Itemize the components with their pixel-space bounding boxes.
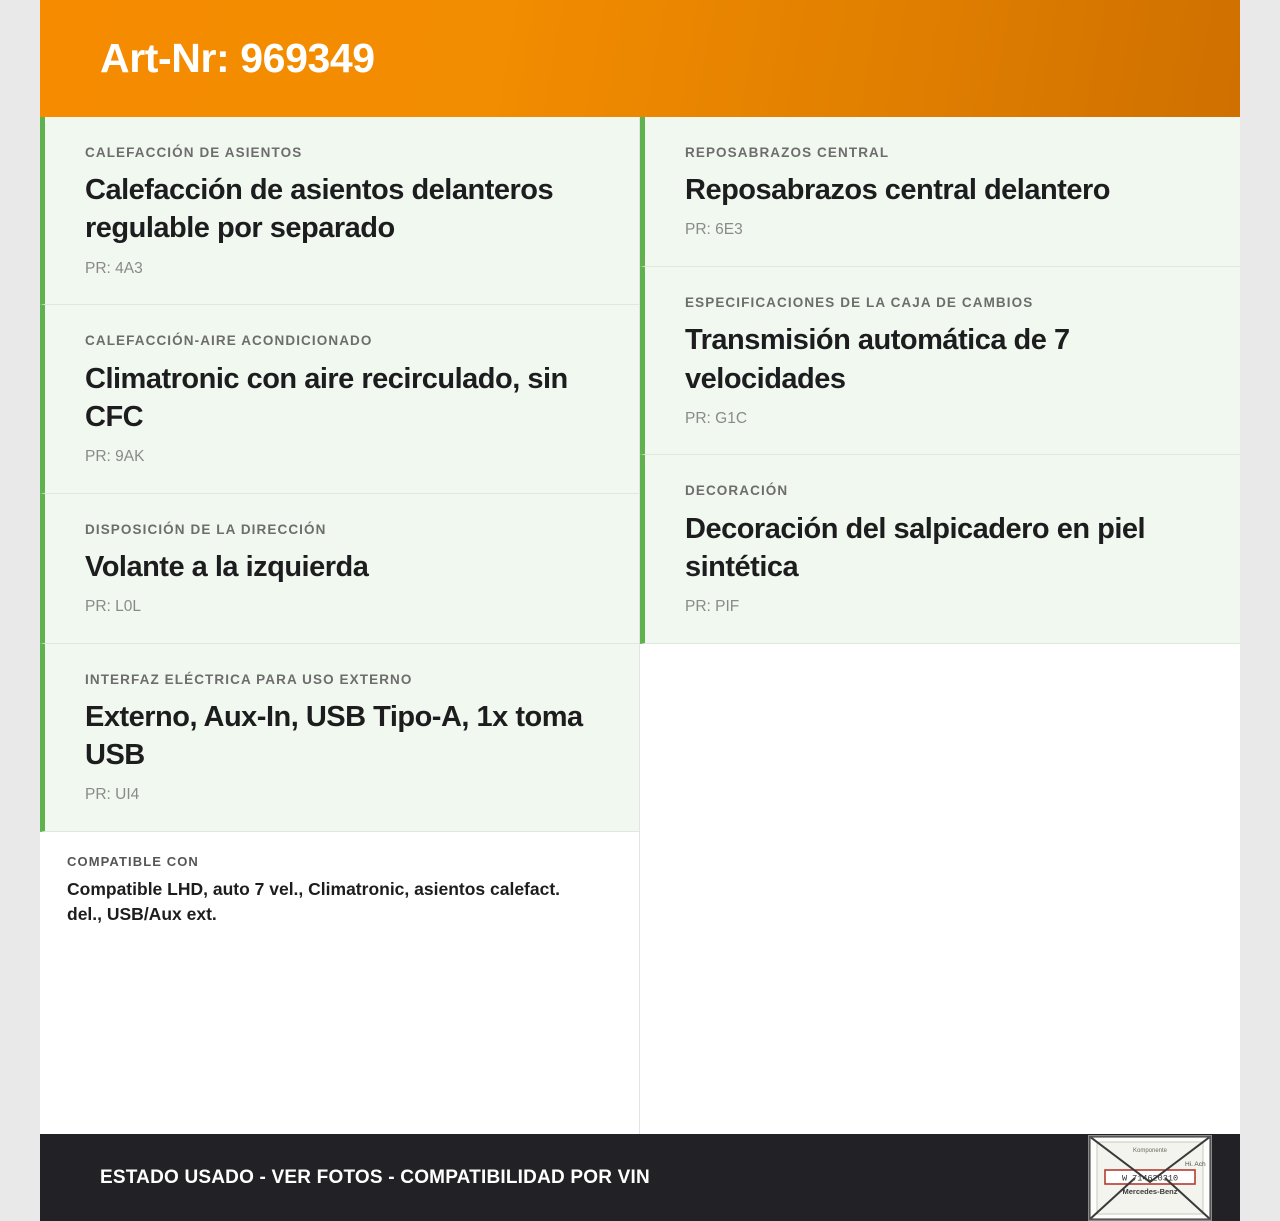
footer-bar (40, 1134, 1240, 1221)
feature-label: ESPECIFICACIONES DE LA CAJA DE CAMBIOS (685, 295, 1034, 311)
right-column-spacer (640, 644, 1240, 1134)
product-sheet (40, 0, 1240, 1221)
feature-value: Transmisión automática de 7 velocidades (685, 324, 1070, 395)
feature-pr-code: PR: 4A3 (85, 259, 143, 277)
feature-label: CALEFACCIÓN-AIRE ACONDICIONADO (85, 333, 373, 349)
feature-card (640, 455, 1240, 643)
feature-label: REPOSABRAZOS CENTRAL (685, 145, 890, 160)
svg-text:Hi. Ach: Hi. Ach (1185, 1160, 1206, 1168)
feature-card (640, 117, 1240, 267)
feature-value: Reposabrazos central delantero (685, 174, 1110, 207)
feature-card (40, 494, 639, 644)
feature-card (40, 644, 639, 832)
feature-label: CALEFACCIÓN DE ASIENTOS (85, 145, 303, 160)
feature-value: Calefacción de asientos delanteros regulable por separado (85, 174, 554, 245)
features-column-left (40, 117, 640, 1134)
svg-text:Mercedes-Benz: Mercedes-Benz (1122, 1186, 1178, 1196)
feature-value: Climatronic con aire recirculado, sin CFC (85, 362, 568, 433)
footer-note: ESTADO USADO - VER FOTOS - COMPATIBILIDAD POR VIN (100, 1166, 650, 1188)
svg-text:W 714620310: W 714620310 (1121, 1173, 1179, 1183)
left-column-spacer (40, 947, 639, 1134)
feature-value: Volante a la izquierda (85, 550, 369, 583)
component-label-photo (1088, 1135, 1212, 1221)
envelope-icon (1089, 1136, 1211, 1220)
header-banner (40, 0, 1240, 117)
feature-label: DECORACIÓN (685, 483, 789, 499)
feature-pr-code: PR: UI4 (85, 786, 140, 804)
feature-card (40, 117, 639, 305)
feature-label: INTERFAZ ELÉCTRICA PARA USO EXTERNO (85, 671, 413, 687)
feature-label: DISPOSICIÓN DE LA DIRECCIÓN (85, 521, 327, 537)
feature-value: Decoración del salpicadero en piel sintética (685, 512, 1146, 583)
feature-card (40, 305, 639, 493)
feature-pr-code: PR: 9AK (85, 448, 145, 466)
feature-pr-code: PR: PIF (685, 598, 740, 616)
feature-pr-code: PR: G1C (685, 409, 748, 427)
feature-card (640, 267, 1240, 455)
svg-text:Komponente: Komponente (1132, 1147, 1168, 1154)
feature-pr-code: PR: L0L (85, 598, 142, 616)
features-body (40, 117, 1240, 1134)
feature-value: Externo, Aux-In, USB Tipo-A, 1x toma USB (85, 700, 583, 772)
compatibility-text: Compatible LHD, auto 7 vel., Climatronic, asientos calefact. del., USB/Aux ext. (67, 878, 561, 924)
features-column-right (640, 117, 1240, 1134)
feature-pr-code: PR: 6E3 (685, 221, 743, 239)
compatibility-block (40, 832, 639, 947)
compatibility-label: COMPATIBLE CON (67, 853, 199, 869)
page-title: Art-Nr: 969349 (100, 34, 375, 81)
